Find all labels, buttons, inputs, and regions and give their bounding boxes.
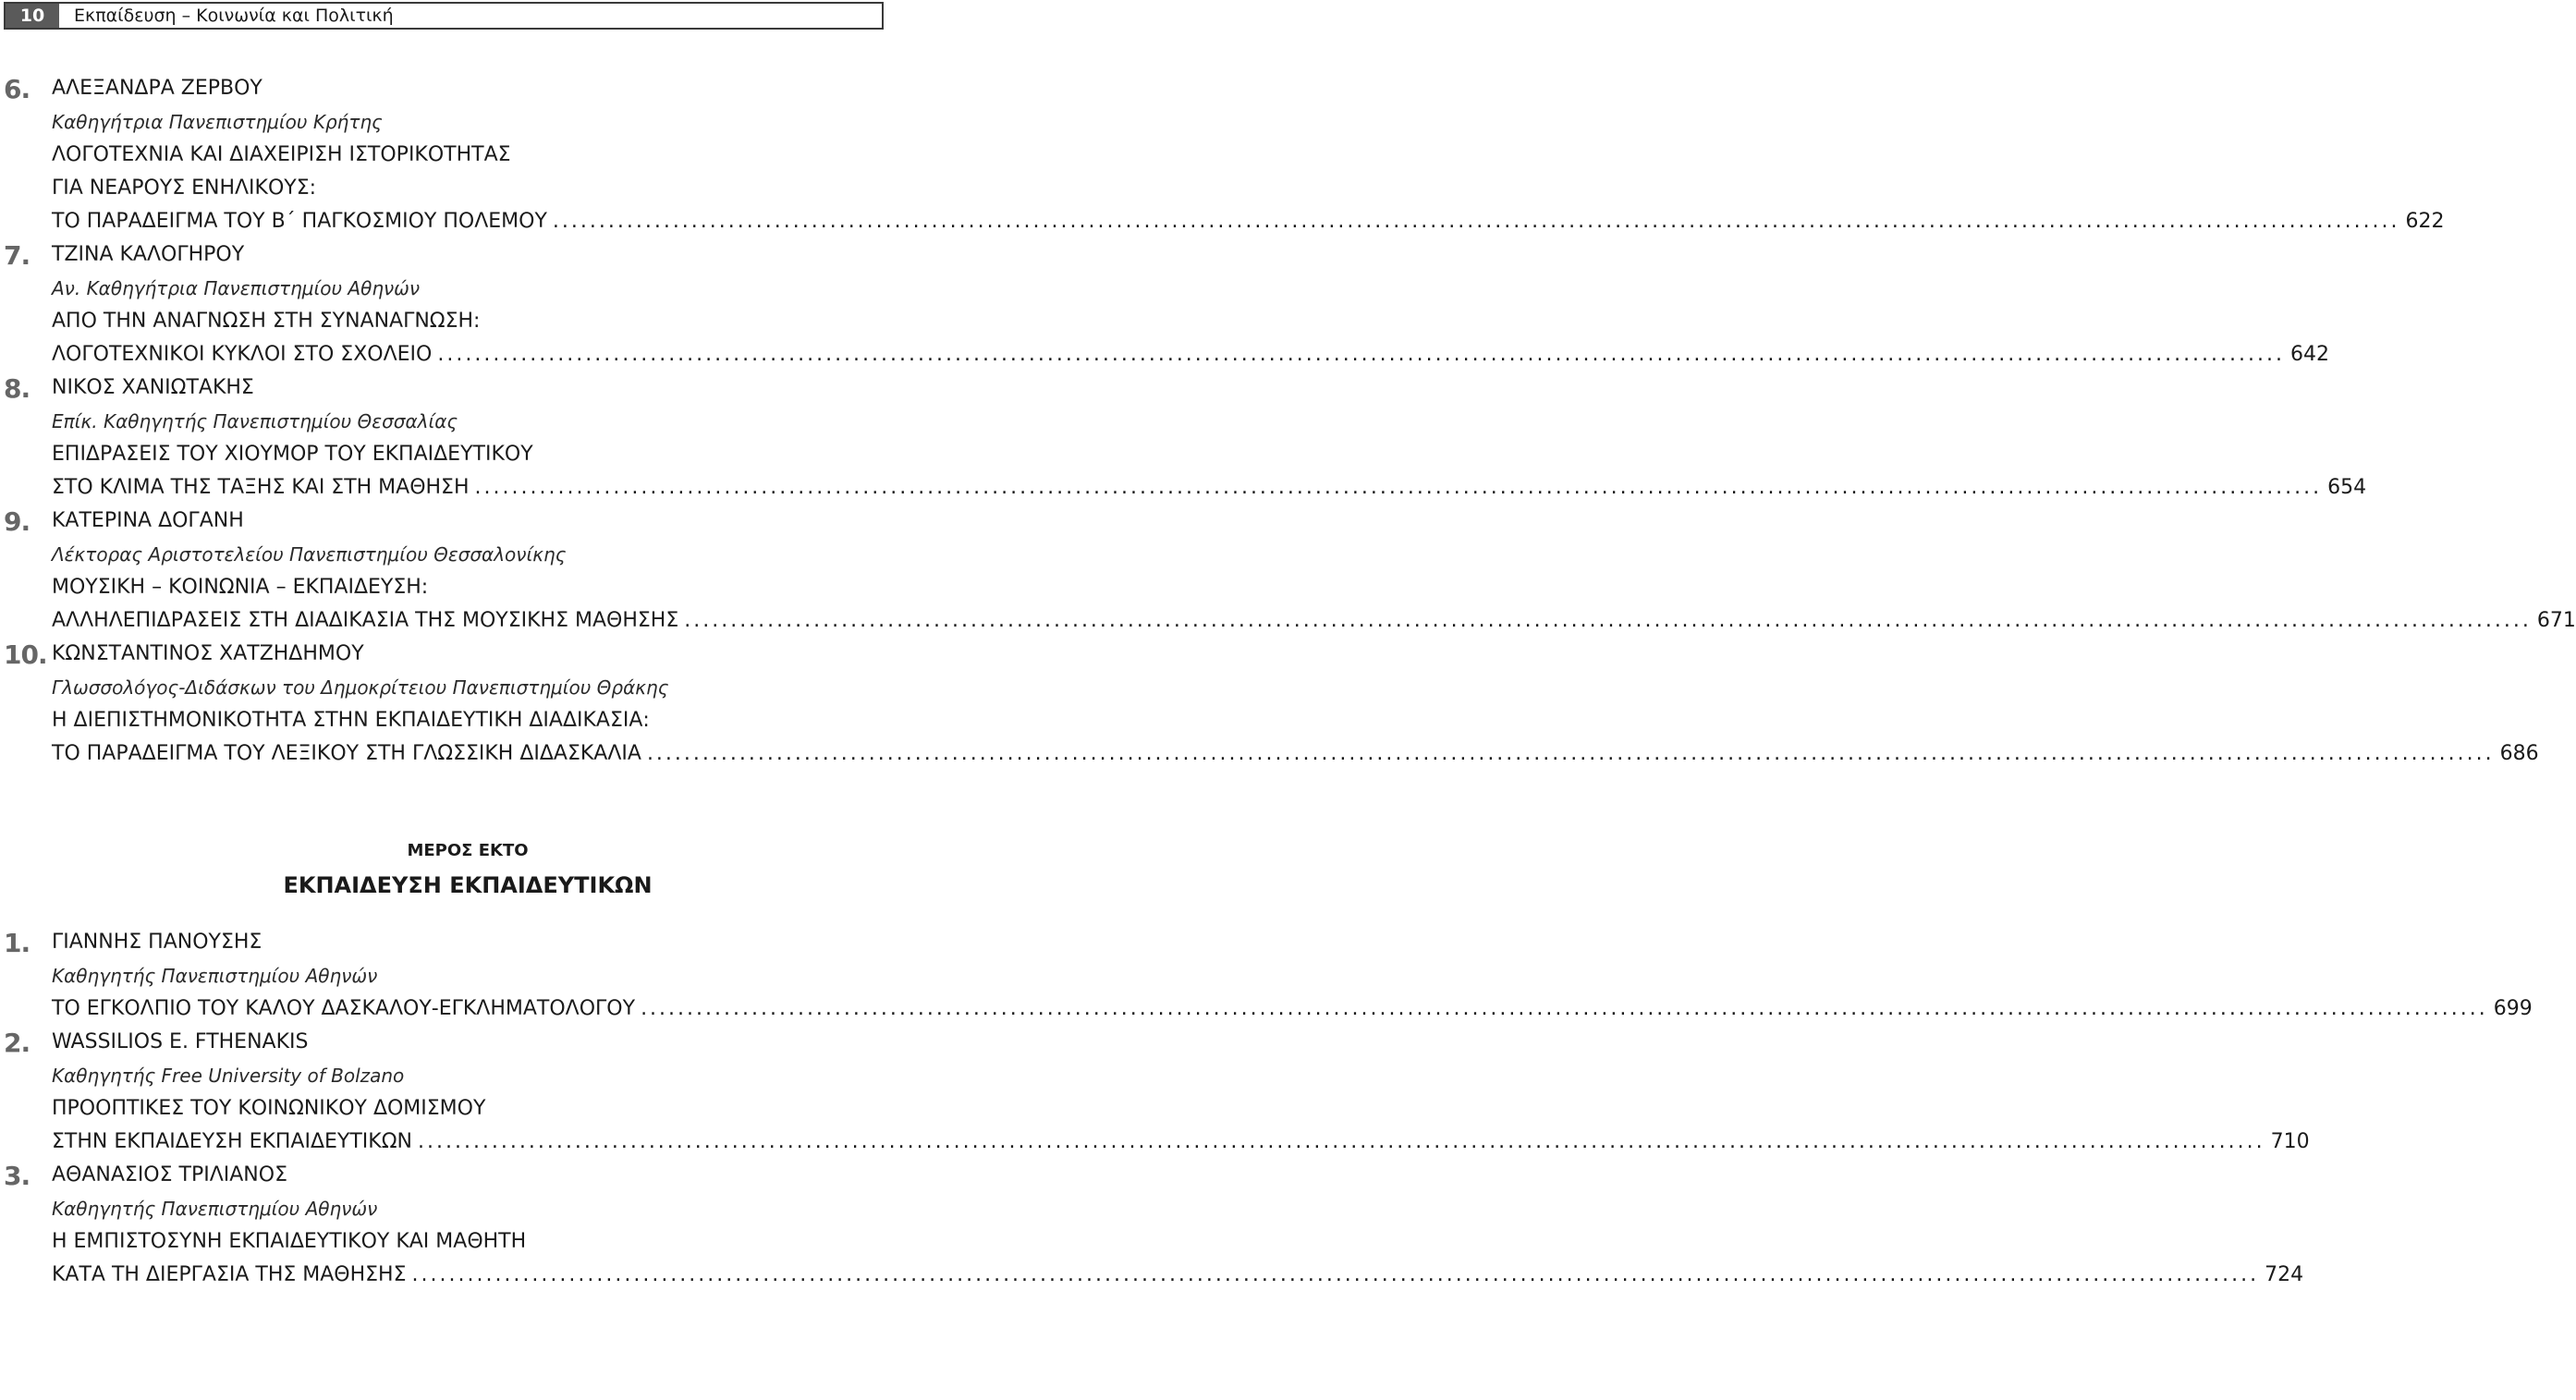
entry-author: WASSILIOS E. FTHENAKIS [52, 1030, 309, 1053]
entry-title-final-line [52, 471, 2367, 505]
toc-entry [4, 72, 2445, 238]
entry-title-line: Η ΕΜΠΙΣΤΟΣΥΝΗ ΕΚΠΑΙΔΕΥΤΙΚΟΥ ΚΑΙ ΜΑΘΗΤΗ [52, 1230, 527, 1253]
running-title: Εκπαίδευση – Κοινωνία και Πολιτική [74, 6, 394, 26]
toc-entry [4, 238, 2329, 371]
entry-title-text: ΣΤΟ ΚΛΙΜΑ ΤΗΣ ΤΑΞΗΣ ΚΑΙ ΣΤΗ ΜΑΘΗΣΗ [52, 476, 470, 499]
entry-number: 1. [4, 928, 31, 958]
entry-author: ΚΩΝΣΤΑΝΤΙΝΟΣ ΧΑΤΖΗΔΗΜΟΥ [52, 642, 364, 665]
entry-number: 10. [4, 639, 47, 670]
entry-affiliation: Καθηγητής Πανεπιστημίου Αθηνών [52, 965, 378, 987]
entry-title-text: ΤΟ ΠΑΡΑΔΕΙΓΜΑ ΤΟΥ Β΄ ΠΑΓΚΟΣΜΙΟΥ ΠΟΛΕΜΟΥ [52, 210, 547, 233]
dot-leader: ........................................................................................................................................................................................................ [411, 1263, 2260, 1286]
entry-number: 8. [4, 373, 31, 404]
entry-title-text: ΑΛΛΗΛΕΠΙΔΡΑΣΕΙΣ ΣΤΗ ΔΙΑΔΙΚΑΣΙΑ ΤΗΣ ΜΟΥΣΙΚΗΣ ΜΑΘΗΣΗΣ [52, 609, 679, 632]
dot-leader: ........................................................................................................................................................................................................ [437, 343, 2285, 366]
entry-page-number: 724 [2265, 1263, 2304, 1286]
entry-affiliation: Λέκτορας Αριστοτελείου Πανεπιστημίου Θεσσαλονίκης [52, 543, 567, 566]
entry-page-number: 642 [2290, 343, 2329, 366]
entry-title-final-line [52, 205, 2445, 238]
entry-number: 3. [4, 1161, 31, 1191]
entry-affiliation: Αν. Καθηγήτρια Πανεπιστημίου Αθηνών [52, 277, 421, 299]
entry-title-line: Η ΔΙΕΠΙΣΤΗΜΟΝΙΚΟΤΗΤΑ ΣΤΗΝ ΕΚΠΑΙΔΕΥΤΙΚΗ ΔΙΑΔΙΚΑΣΙΑ: [52, 709, 650, 732]
entry-affiliation: Καθηγητής Free University of Bolzano [52, 1065, 405, 1087]
entry-author: ΤΖΙΝΑ ΚΑΛΟΓΗΡΟΥ [52, 243, 245, 266]
entry-author: ΑΛΕΞΑΝΔΡΑ ΖΕΡΒΟΥ [52, 77, 262, 100]
entry-page-number: 671 [2536, 609, 2576, 632]
entry-title-final-line [52, 1126, 2310, 1159]
toc-entry [4, 638, 2539, 771]
entry-number: 6. [4, 74, 31, 104]
entry-title-text: ΚΑΤΑ ΤΗ ΔΙΕΡΓΑΣΙΑ ΤΗΣ ΜΑΘΗΣΗΣ [52, 1263, 407, 1286]
entry-page-number: 686 [2499, 742, 2539, 765]
entry-title-final-line [52, 604, 2576, 638]
entry-author: ΓΙΑΝΝΗΣ ΠΑΝΟΥΣΗΣ [52, 931, 262, 954]
entry-title-line: ΑΠΟ ΤΗΝ ΑΝΑΓΝΩΣΗ ΣΤΗ ΣΥΝΑΝΑΓΝΩΣΗ: [52, 310, 481, 333]
toc-entry [4, 505, 2576, 638]
page-number: 10 [6, 4, 59, 28]
entry-title-line: ΜΟΥΣΙΚΗ – ΚΟΙΝΩΝΙΑ – ΕΚΠΑΙΔΕΥΣΗ: [52, 576, 429, 599]
dot-leader: ........................................................................................................................................................................................................ [417, 1130, 2265, 1153]
entry-number: 2. [4, 1028, 31, 1058]
entry-title-line: ΓΙΑ ΝΕΑΡΟΥΣ ΕΝΗΛΙΚΟΥΣ: [52, 177, 317, 200]
toc-entry [4, 926, 2533, 1026]
entry-title-line: ΕΠΙΔΡΑΣΕΙΣ ΤΟΥ ΧΙΟΥΜΟΡ ΤΟΥ ΕΚΠΑΙΔΕΥΤΙΚΟΥ [52, 443, 533, 466]
entry-affiliation: Καθηγητής Πανεπιστημίου Αθηνών [52, 1198, 378, 1220]
entry-page-number: 622 [2405, 210, 2445, 233]
entry-author: ΑΘΑΝΑΣΙΟΣ ΤΡΙΛΙΑΝΟΣ [52, 1163, 287, 1187]
entry-page-number: 699 [2493, 997, 2533, 1020]
entry-page-number: 654 [2327, 476, 2367, 499]
entry-title-text: ΤΟ ΠΑΡΑΔΕΙΓΜΑ ΤΟΥ ΛΕΞΙΚΟΥ ΣΤΗ ΓΛΩΣΣΙΚΗ ΔΙΔΑΣΚΑΛΙΑ [52, 742, 641, 765]
section-heading [4, 835, 884, 904]
entry-title-text: ΤΟ ΕΓΚΟΛΠΙΟ ΤΟΥ ΚΑΛΟΥ ΔΑΣΚΑΛΟΥ-ΕΓΚΛΗΜΑΤΟΛΟΓΟΥ [52, 997, 636, 1020]
dot-leader: ........................................................................................................................................................................................................ [641, 997, 2488, 1020]
dot-leader: ........................................................................................................................................................................................................ [646, 742, 2495, 765]
entry-title-line: ΛΟΓΟΤΕΧΝΙΑ ΚΑΙ ΔΙΑΧΕΙΡΙΣΗ ΙΣΤΟΡΙΚΟΤΗΤΑΣ [52, 143, 511, 166]
entry-author: ΚΑΤΕΡΙΝΑ ΔΟΓΑΝΗ [52, 509, 244, 532]
entry-affiliation: Επίκ. Καθηγητής Πανεπιστημίου Θεσσαλίας [52, 410, 458, 432]
dot-leader: ........................................................................................................................................................................................................ [474, 476, 2323, 499]
toc-entry [4, 371, 2367, 505]
section-title: ΕΚΠΑΙΔΕΥΣΗ ΕΚΠΑΙΔΕΥΤΙΚΩΝ [283, 872, 653, 898]
toc-entries-after [4, 926, 2533, 1292]
entry-affiliation: Γλωσσολόγος-Διδάσκων του Δημοκρίτειου Πανεπιστημίου Θράκης [52, 676, 669, 699]
entry-title-line: ΠΡΟΟΠΤΙΚΕΣ ΤΟΥ ΚΟΙΝΩΝΙΚΟΥ ΔΟΜΙΣΜΟΥ [52, 1097, 486, 1120]
entry-title-final-line [52, 737, 2539, 771]
entry-title-final-line [52, 338, 2329, 371]
toc-content [4, 72, 2576, 1292]
toc-entry [4, 1159, 2304, 1292]
section-subtitle: ΜΕΡΟΣ ΕΚΤΟ [407, 841, 529, 860]
dot-leader: ........................................................................................................................................................................................................ [684, 609, 2532, 632]
toc-entry [4, 1026, 2310, 1159]
entry-title-text: ΣΤΗΝ ΕΚΠΑΙΔΕΥΣΗ ΕΚΠΑΙΔΕΥΤΙΚΩΝ [52, 1130, 412, 1153]
dot-leader: ........................................................................................................................................................................................................ [552, 210, 2400, 233]
entry-number: 9. [4, 506, 31, 537]
entry-title-final-line [52, 1259, 2304, 1292]
entry-page-number: 710 [2270, 1130, 2310, 1153]
entry-title-text: ΛΟΓΟΤΕΧΝΙΚΟΙ ΚΥΚΛΟΙ ΣΤΟ ΣΧΟΛΕΙΟ [52, 343, 433, 366]
entry-number: 7. [4, 240, 31, 271]
toc-entries-before [4, 72, 2576, 771]
entry-author: ΝΙΚΟΣ ΧΑΝΙΩΤΑΚΗΣ [52, 376, 254, 399]
entry-title-final-line [52, 992, 2533, 1026]
running-header [4, 2, 884, 30]
entry-affiliation: Καθηγήτρια Πανεπιστημίου Κρήτης [52, 111, 383, 133]
